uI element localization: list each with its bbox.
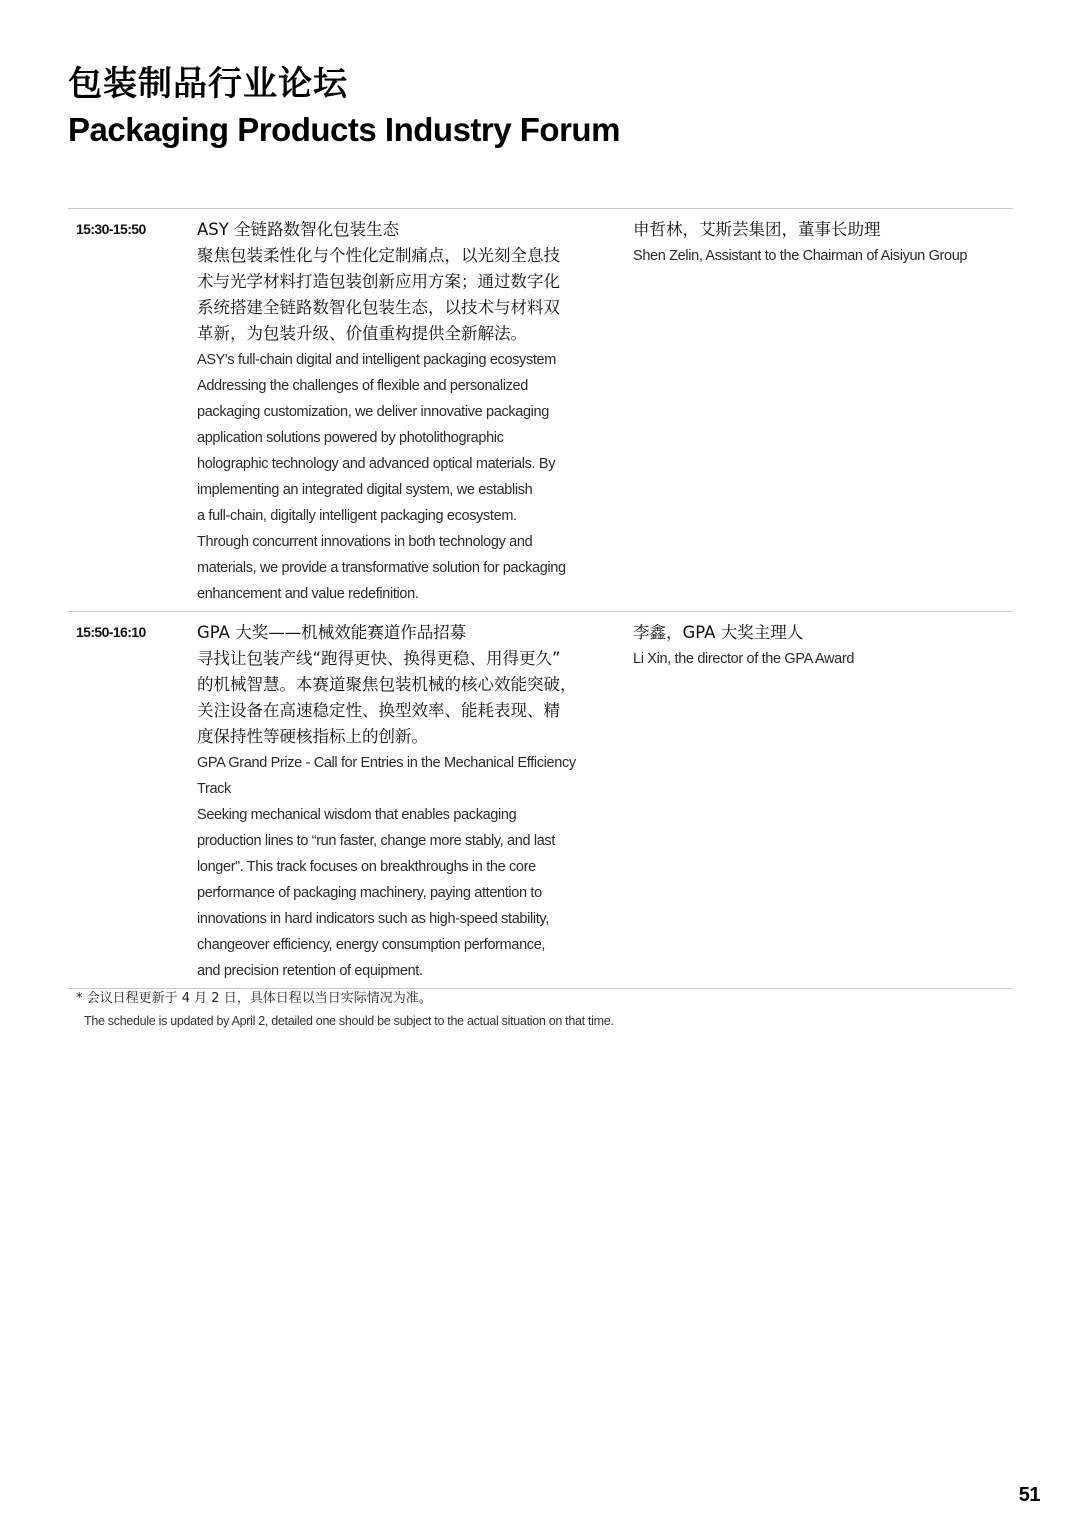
session-time: 15:50-16:10 [76,624,146,640]
topic-en-line: packaging customization, we deliver innovative packaging [197,404,549,420]
session-speaker [633,217,1013,607]
speaker-chinese: 李鑫，GPA 大奖主理人 [633,623,804,642]
session-topic [197,217,633,607]
topic-en-line: enhancement and value redefinition. [197,586,419,602]
topic-cn-line: 聚焦包装柔性化与个性化定制痛点，以光刻全息技 [197,246,560,265]
schedule-footnote [76,988,1016,1032]
speaker-english: Li Xin, the director of the GPA Award [633,651,855,667]
topic-en-line: changeover efficiency, energy consumption performance, [197,937,546,953]
speaker-english: Shen Zelin, Assistant to the Chairman of Aisiyun Group [633,248,968,264]
topic-en-line: ASY's full-chain digital and intelligent packaging ecosystem [197,352,556,368]
topic-en-line: Through concurrent innovations in both technology and [197,534,533,550]
session-topic-english [197,750,633,984]
footnote-chinese: * 会议日程更新于 4 月 2 日，具体日程以当日实际情况为准。 [76,991,432,1006]
session-time: 15:30-15:50 [76,221,146,237]
session-topic-chinese [197,620,633,750]
schedule-row-2 [68,612,1013,988]
page-number: 51 [1018,1484,1040,1506]
topic-en-line: a full-chain, digitally intelligent packaging ecosystem. [197,508,517,524]
topic-cn-line: GPA 大奖——机械效能赛道作品招募 [197,623,467,642]
topic-cn-line: 术与光学材料打造包装创新应用方案；通过数字化 [197,272,560,291]
topic-cn-line: 寻找让包装产线“跑得更快、换得更稳、用得更久” [197,649,561,668]
topic-en-line: Seeking mechanical wisdom that enables packaging [197,807,517,823]
session-topic-english [197,347,633,607]
page-title-chinese: 包装制品行业论坛 [68,64,348,104]
topic-cn-line: 的机械智慧。本赛道聚焦包装机械的核心效能突破， [197,675,577,694]
topic-en-line: Addressing the challenges of flexible and personalized [197,378,528,394]
topic-cn-line: 度保持性等硬核指标上的创新。 [197,727,428,746]
topic-en-line: production lines to “run faster, change more stably, and last [197,833,556,849]
topic-cn-line: 系统搭建全链路数智化包装生态，以技术与材料双 [197,298,560,317]
schedule-row-1 [68,209,1013,611]
session-speaker [633,620,1013,984]
topic-en-line: GPA Grand Prize - Call for Entries in the Mechanical Efficiency [197,755,576,771]
page-title-english: Packaging Products Industry Forum [68,111,620,148]
topic-cn-line: 革新，为包装升级、价值重构提供全新解法。 [197,324,527,343]
topic-cn-line: ASY 全链路数智化包装生态 [197,220,400,239]
topic-en-line: implementing an integrated digital system, we establish [197,482,533,498]
session-topic-chinese [197,217,633,347]
topic-en-line: Track [197,781,231,797]
topic-en-line: longer”. This track focuses on breakthroughs in the core [197,859,536,875]
schedule-table [68,208,1013,989]
topic-en-line: materials, we provide a transformative solution for packaging [197,560,566,576]
topic-en-line: application solutions powered by photolithographic [197,430,504,446]
topic-en-line: innovations in hard indicators such as high-speed stability, [197,911,549,927]
speaker-chinese: 申哲林，艾斯芸集团，董事长助理 [633,220,881,239]
page-header [68,62,620,152]
topic-en-line: and precision retention of equipment. [197,963,423,979]
footnote-english: The schedule is updated by April 2, detailed one should be subject to the actual situation on that time. [84,1014,614,1028]
topic-en-line: performance of packaging machinery, paying attention to [197,885,542,901]
topic-cn-line: 关注设备在高速稳定性、换型效率、能耗表现、精 [197,701,560,720]
topic-en-line: holographic technology and advanced optical materials. By [197,456,556,472]
session-topic [197,620,633,984]
